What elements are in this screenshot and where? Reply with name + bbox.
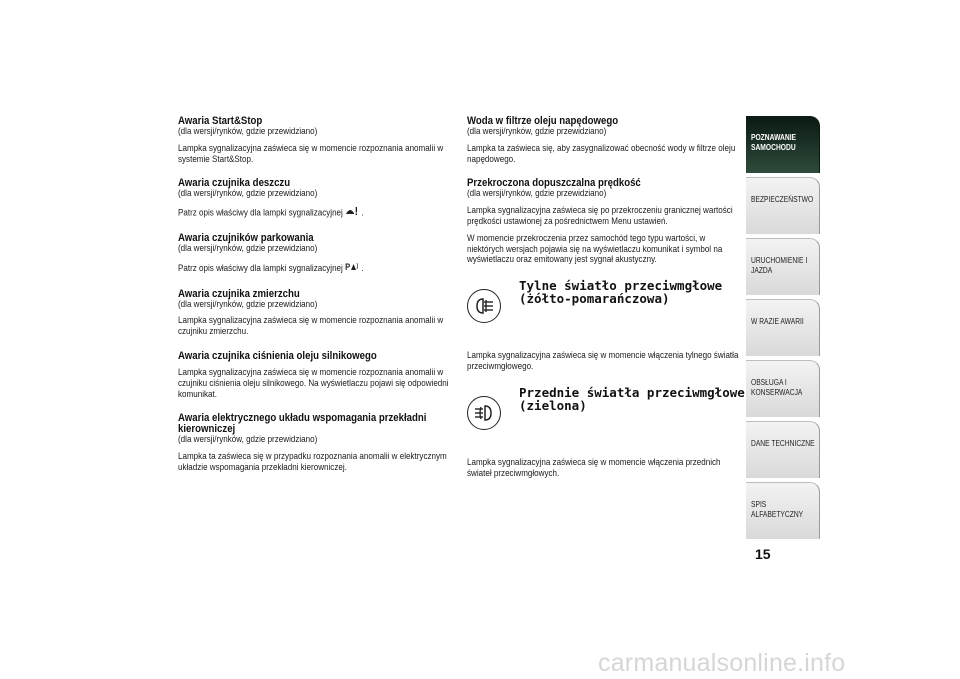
tab-label: POZNAWANIE SAMOCHODU xyxy=(751,132,797,152)
section-body: Lampka sygnalizacyjna zaświeca się w momencie rozpoznania anomalii w czujniku ciśnienia oleju silnikowego. Na wyświetlaczu pojawi się odpowiedni komunikat. xyxy=(178,366,449,400)
section-subtitle: (dla wersji/rynków, gdzie przewidziano) xyxy=(467,126,607,137)
section-body: Lampka sygnalizacyjna zaświeca się w momencie rozpoznania anomalii w czujniku zmierzchu. xyxy=(178,315,444,338)
section-title: Awaria elektrycznego układu wspomagania przekładni kierowniczej xyxy=(178,412,427,436)
section-oil-pressure-sensor-fault xyxy=(178,351,453,400)
section-title: Awaria Start&Stop xyxy=(178,115,263,127)
section-power-steering-fault xyxy=(178,413,453,473)
lamp-front-fog-description xyxy=(467,458,739,480)
right-column xyxy=(467,115,745,492)
parking-sensor-icon xyxy=(345,261,358,276)
front-fog-light-icon xyxy=(467,396,501,430)
tab-poznawanie-samochodu[interactable] xyxy=(746,116,820,173)
section-twilight-sensor-fault xyxy=(178,289,453,338)
lamp-rear-fog-description xyxy=(467,351,739,373)
section-body-2: W momencie przekroczenia przez samochód tego typu wartości, w niektórych wersjach pojawia się na wyświetlaczu komunikat i symbol na wyświetlaczu oraz emitowany jest sygnał akustyczny. xyxy=(467,232,723,266)
tab-label: OBSŁUGA I KONSERWACJA xyxy=(751,377,803,397)
body-text: Patrz opis właściwy dla lampki sygnalizacyjnej xyxy=(178,262,343,274)
section-title: Awaria czujnika deszczu xyxy=(178,177,291,190)
tab-w-razie-awarii[interactable] xyxy=(746,299,820,356)
section-title: Przekroczona dopuszczalna prędkość xyxy=(467,177,641,190)
section-subtitle: (dla wersji/rynków, gdzie przewidziano) xyxy=(178,126,318,137)
tab-spis-alfabetyczny[interactable] xyxy=(746,482,820,539)
section-subtitle: (dla wersji/rynków, gdzie przewidziano) xyxy=(467,188,607,200)
section-body: Lampka ta zaświeca się, aby zasygnalizować obecność wody w filtrze oleju napędowego. xyxy=(467,142,736,165)
section-body xyxy=(178,206,453,220)
tab-bezpieczenstwo[interactable] xyxy=(746,177,820,234)
section-subtitle: (dla wersji/rynków, gdzie przewidziano) xyxy=(178,298,318,310)
watermark: carmanualsonline.info xyxy=(598,649,846,677)
chapter-tabs xyxy=(746,116,820,543)
page-number: 15 xyxy=(755,546,771,562)
section-subtitle: (dla wersji/rynków, gdzie przewidziano) xyxy=(178,242,318,254)
section-water-in-fuel-filter xyxy=(467,116,739,165)
left-column xyxy=(178,116,453,487)
rain-sensor-warning-icon xyxy=(345,206,358,220)
section-subtitle: (dla wersji/rynków, gdzie przewidziano) xyxy=(178,188,318,200)
section-body xyxy=(178,261,453,276)
tab-label: URUCHOMIENIE I JAZDA xyxy=(751,255,808,275)
lamp-body: Lampka sygnalizacyjna zaświeca się w momencie włączenia tylnego światła przeciwmgłowego. xyxy=(467,350,739,372)
section-body: Lampka sygnalizacyjna zaświeca się w momencie rozpoznania anomalii w systemie Start&Stop. xyxy=(178,142,444,165)
tab-label: DANE TECHNICZNE xyxy=(751,438,815,448)
lamp-rear-fog-light xyxy=(467,279,739,345)
section-body: Lampka sygnalizacyjna zaświeca się po przekroczeniu granicznej wartości prędkości ustawionej za pośrednictwem Menu ustawień. xyxy=(467,205,733,227)
section-title: Awaria czujników parkowania xyxy=(178,231,314,244)
section-title: Awaria czujnika zmierzchu xyxy=(178,287,300,300)
lamp-body: Lampka sygnalizacyjna zaświeca się w momencie włączenia przednich świateł przeciwmgłowych. xyxy=(467,456,721,479)
section-title: Woda w filtrze oleju napędowego xyxy=(467,115,619,127)
section-subtitle: (dla wersji/rynków, gdzie przewidziano) xyxy=(178,434,318,446)
section-rain-sensor-fault xyxy=(178,178,453,220)
section-body: Lampka ta zaświeca się w przypadku rozpoznania anomalii w elektrycznym układzie wspomagania przekładni kierowniczej. xyxy=(178,451,447,473)
lamp-title: Tylne światło przeciwmgłowe (żółto-pomarańczowa) xyxy=(519,278,723,307)
body-text-end: . xyxy=(361,262,364,274)
section-speed-limit-exceeded xyxy=(467,178,739,266)
body-text: Patrz opis właściwy dla lampki sygnalizacyjnej xyxy=(178,207,343,219)
lamp-front-fog-light xyxy=(467,384,745,452)
tab-dane-techniczne[interactable] xyxy=(746,421,820,478)
svg-text:P: P xyxy=(345,261,351,272)
tab-label: BEZPIECZEŃSTWO xyxy=(751,194,814,204)
section-title: Awaria czujnika ciśnienia oleju silnikowego xyxy=(178,349,377,362)
rear-fog-light-icon xyxy=(467,289,501,323)
section-parking-sensor-fault xyxy=(178,233,453,276)
section-start-stop-fault xyxy=(178,116,453,165)
tab-uruchomienie-i-jazda[interactable] xyxy=(746,238,820,295)
lamp-title: Przednie światła przeciwmgłowe (zielona) xyxy=(519,384,745,413)
body-text-end: . xyxy=(361,207,364,219)
tab-obsluga-i-konserwacja[interactable] xyxy=(746,360,820,417)
tab-label: W RAZIE AWARII xyxy=(751,316,804,326)
tab-label: SPIS ALFABETYCZNY xyxy=(751,499,804,519)
